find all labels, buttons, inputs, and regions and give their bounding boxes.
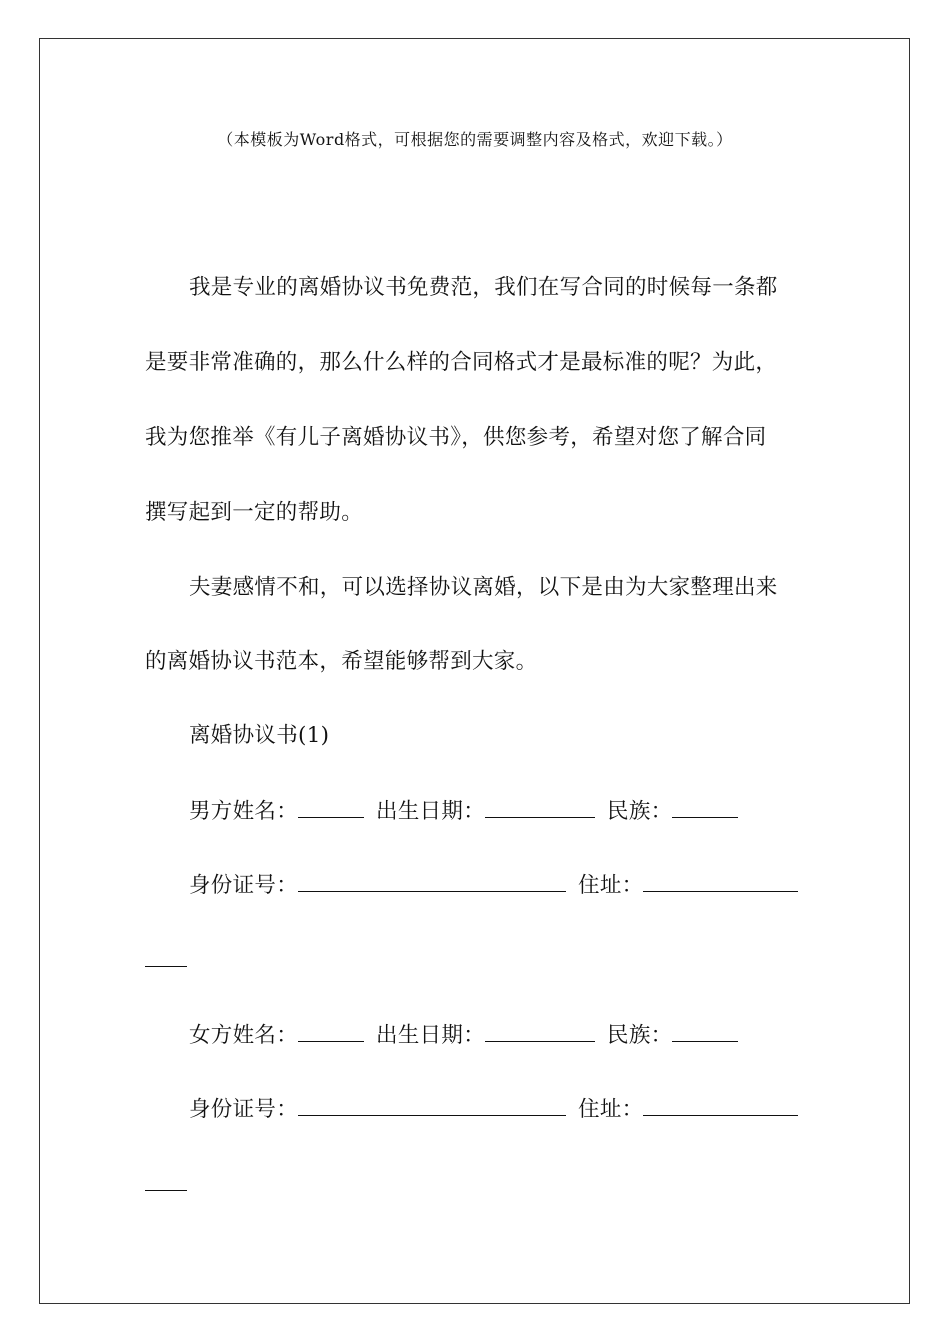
female-name-label: 女方姓名： [189, 1023, 299, 1048]
female-id-label: 身份证号： [189, 1097, 299, 1122]
female-address-blank-2[interactable] [145, 1170, 187, 1191]
male-id-label: 身份证号： [189, 873, 299, 898]
para2-line-1: 夫妻感情不和，可以选择协议离婚，以下是由为大家整理出来 [189, 575, 778, 600]
male-address-continuation [145, 946, 187, 975]
male-name-label: 男方姓名： [189, 799, 299, 824]
intro-line-2: 是要非常准确的，那么什么样的合同格式才是最标准的呢？为此， [145, 350, 778, 375]
template-note: （本模板为Word格式，可根据您的需要调整内容及格式，欢迎下载。） [217, 130, 733, 149]
female-birth-blank[interactable] [485, 1021, 595, 1042]
female-address-blank[interactable] [643, 1095, 798, 1116]
male-address-blank[interactable] [643, 871, 798, 892]
intro-line-4: 撰写起到一定的帮助。 [145, 500, 364, 525]
female-birth-label: 出生日期： [376, 1023, 486, 1048]
para2-line-2: 的离婚协议书范本，希望能够帮到大家。 [145, 649, 538, 674]
male-ethnicity-blank[interactable] [672, 797, 738, 818]
female-id-blank[interactable] [298, 1095, 566, 1116]
female-info-row [189, 1021, 738, 1050]
female-address-label: 住址： [578, 1097, 644, 1122]
intro-line-1: 我是专业的离婚协议书免费范，我们在写合同的时候每一条都 [189, 275, 778, 300]
male-birth-label: 出生日期： [376, 799, 486, 824]
female-name-blank[interactable] [298, 1021, 364, 1042]
male-ethnicity-label: 民族： [607, 799, 673, 824]
male-info-row [189, 797, 738, 826]
female-ethnicity-label: 民族： [607, 1023, 673, 1048]
section-title: 离婚协议书(1) [189, 723, 330, 748]
female-address-continuation [145, 1170, 187, 1199]
female-id-row [189, 1095, 798, 1124]
intro-line-3: 我为您推举《有儿子离婚协议书》，供您参考，希望对您了解合同 [145, 425, 767, 450]
male-name-blank[interactable] [298, 797, 364, 818]
female-ethnicity-blank[interactable] [672, 1021, 738, 1042]
male-id-row [189, 871, 798, 900]
male-address-blank-2[interactable] [145, 946, 187, 967]
male-id-blank[interactable] [298, 871, 566, 892]
male-address-label: 住址： [578, 873, 644, 898]
male-birth-blank[interactable] [485, 797, 595, 818]
